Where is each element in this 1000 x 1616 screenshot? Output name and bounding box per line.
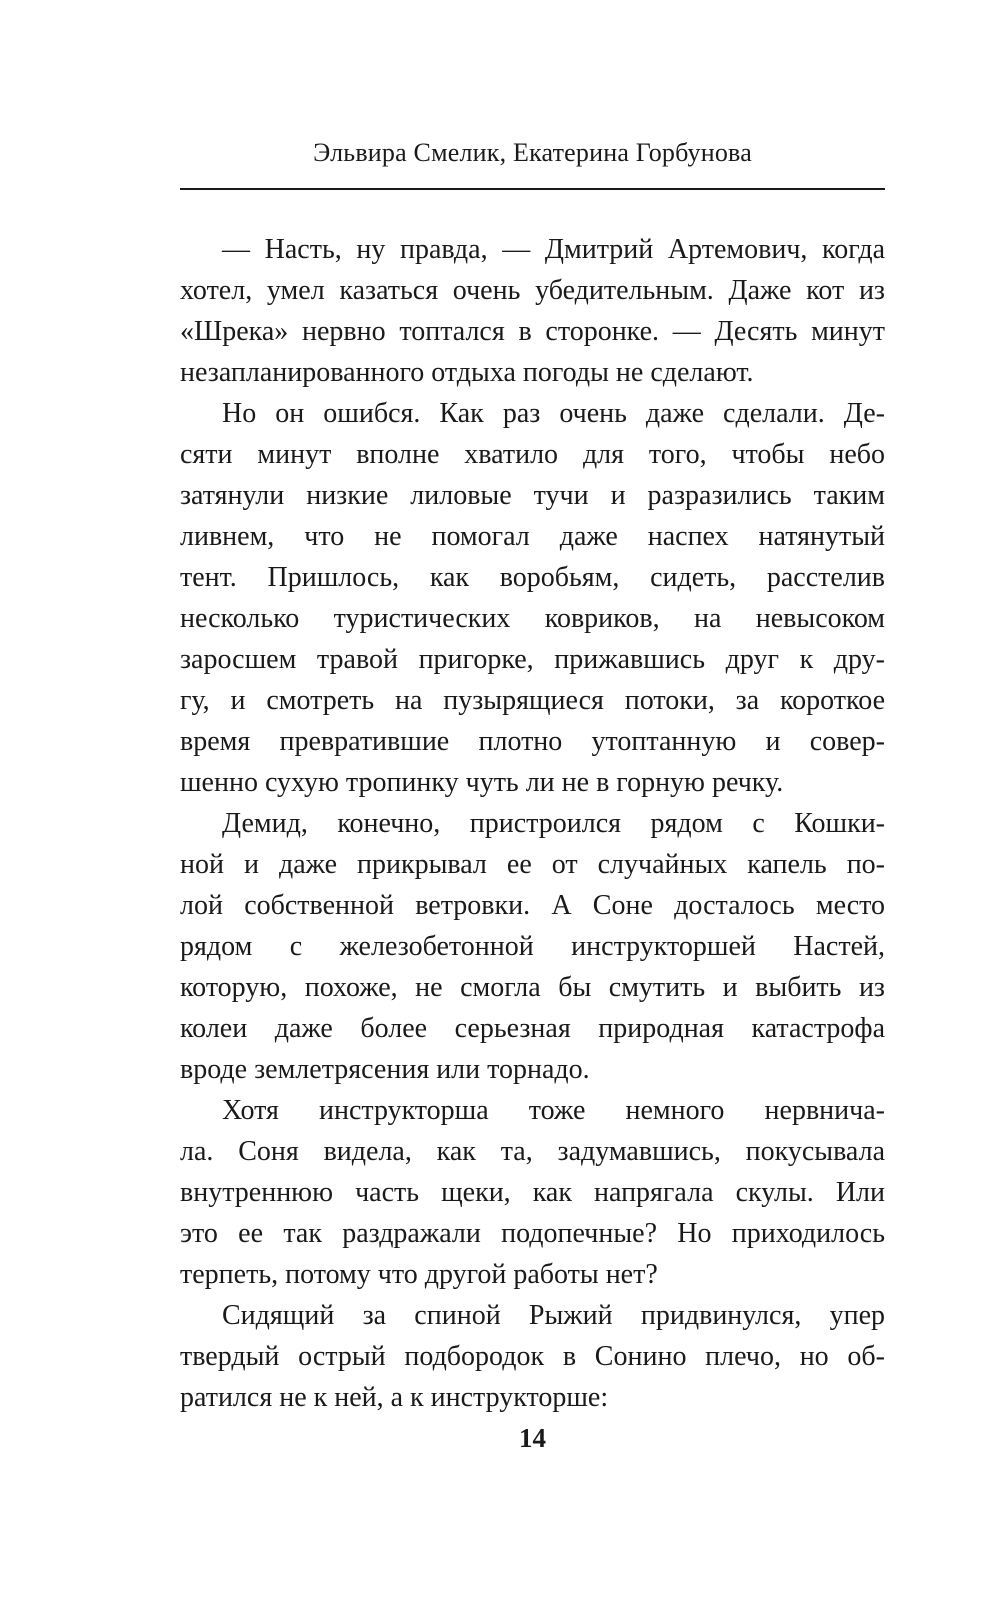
text-line: Но он ошибся. Как раз очень даже сделали. Де-: [222, 398, 885, 429]
text-line: Сидящий за спиной Рыжий придвинулся, упер: [222, 1300, 885, 1331]
text-line: незапланированного отдыха погоды не сделают.: [180, 357, 754, 388]
text-line: — Насть, ну правда, — Дмитрий Артемович, когда: [222, 234, 885, 265]
text-line: рядом с железобетонной инструкторшей Настей,: [180, 931, 885, 962]
text-line: внутреннюю часть щеки, как напрягала скулы. Или: [180, 1177, 885, 1208]
text-line: терпеть, потому что другой работы нет?: [180, 1259, 658, 1290]
text-line: шенно сухую тропинку чуть ли не в горную речку.: [180, 767, 784, 798]
text-line: которую, похоже, не смогла бы смутить и выбить из: [180, 972, 885, 1003]
page-number: 14: [519, 1423, 546, 1453]
text-line: несколько туристических ковриков, на невысоком: [180, 603, 885, 634]
text-line: затянули низкие лиловые тучи и разразились таким: [180, 480, 885, 511]
running-header: Эльвира Смелик, Екатерина Горбунова: [313, 138, 752, 167]
text-line: ливнем, что не помогал даже наспех натянутый: [180, 521, 885, 552]
text-line: вроде землетрясения или торнадо.: [180, 1054, 590, 1085]
body-text: [180, 229, 885, 1418]
text-line: ратился не к ней, а к инструкторше:: [180, 1382, 609, 1413]
text-line: тент. Пришлось, как воробьям, сидеть, расстелив: [180, 562, 885, 593]
text-line: хотел, умел казаться очень убедительным. Даже кот из: [180, 275, 885, 306]
text-line: лой собственной ветровки. А Соне досталось место: [180, 890, 885, 921]
text-line: твердый острый подбородок в Сонино плечо, но об-: [180, 1341, 885, 1372]
header-rule: [180, 188, 885, 190]
text-line: сяти минут вполне хватило для того, чтобы небо: [180, 439, 885, 470]
text-line: ла. Соня видела, как та, задумавшись, покусывала: [180, 1136, 885, 1167]
text-line: заросшем травой пригорке, прижавшись друг к дру-: [180, 644, 885, 675]
text-line: ной и даже прикрывал ее от случайных капель по-: [180, 849, 885, 880]
text-line: гу, и смотреть на пузырящиеся потоки, за короткое: [180, 685, 885, 716]
text-line: время превратившие плотно утоптанную и совер-: [180, 726, 885, 757]
text-line: это ее так раздражали подопечные? Но приходилось: [180, 1218, 885, 1249]
text-line: «Шрека» нервно топтался в сторонке. — Десять минут: [180, 316, 885, 347]
text-line: Демид, конечно, пристроился рядом с Кошки-: [222, 808, 885, 839]
text-line: колеи даже более серьезная природная катастрофа: [180, 1013, 885, 1044]
text-line: Хотя инструкторша тоже немного нервнича-: [222, 1095, 885, 1126]
